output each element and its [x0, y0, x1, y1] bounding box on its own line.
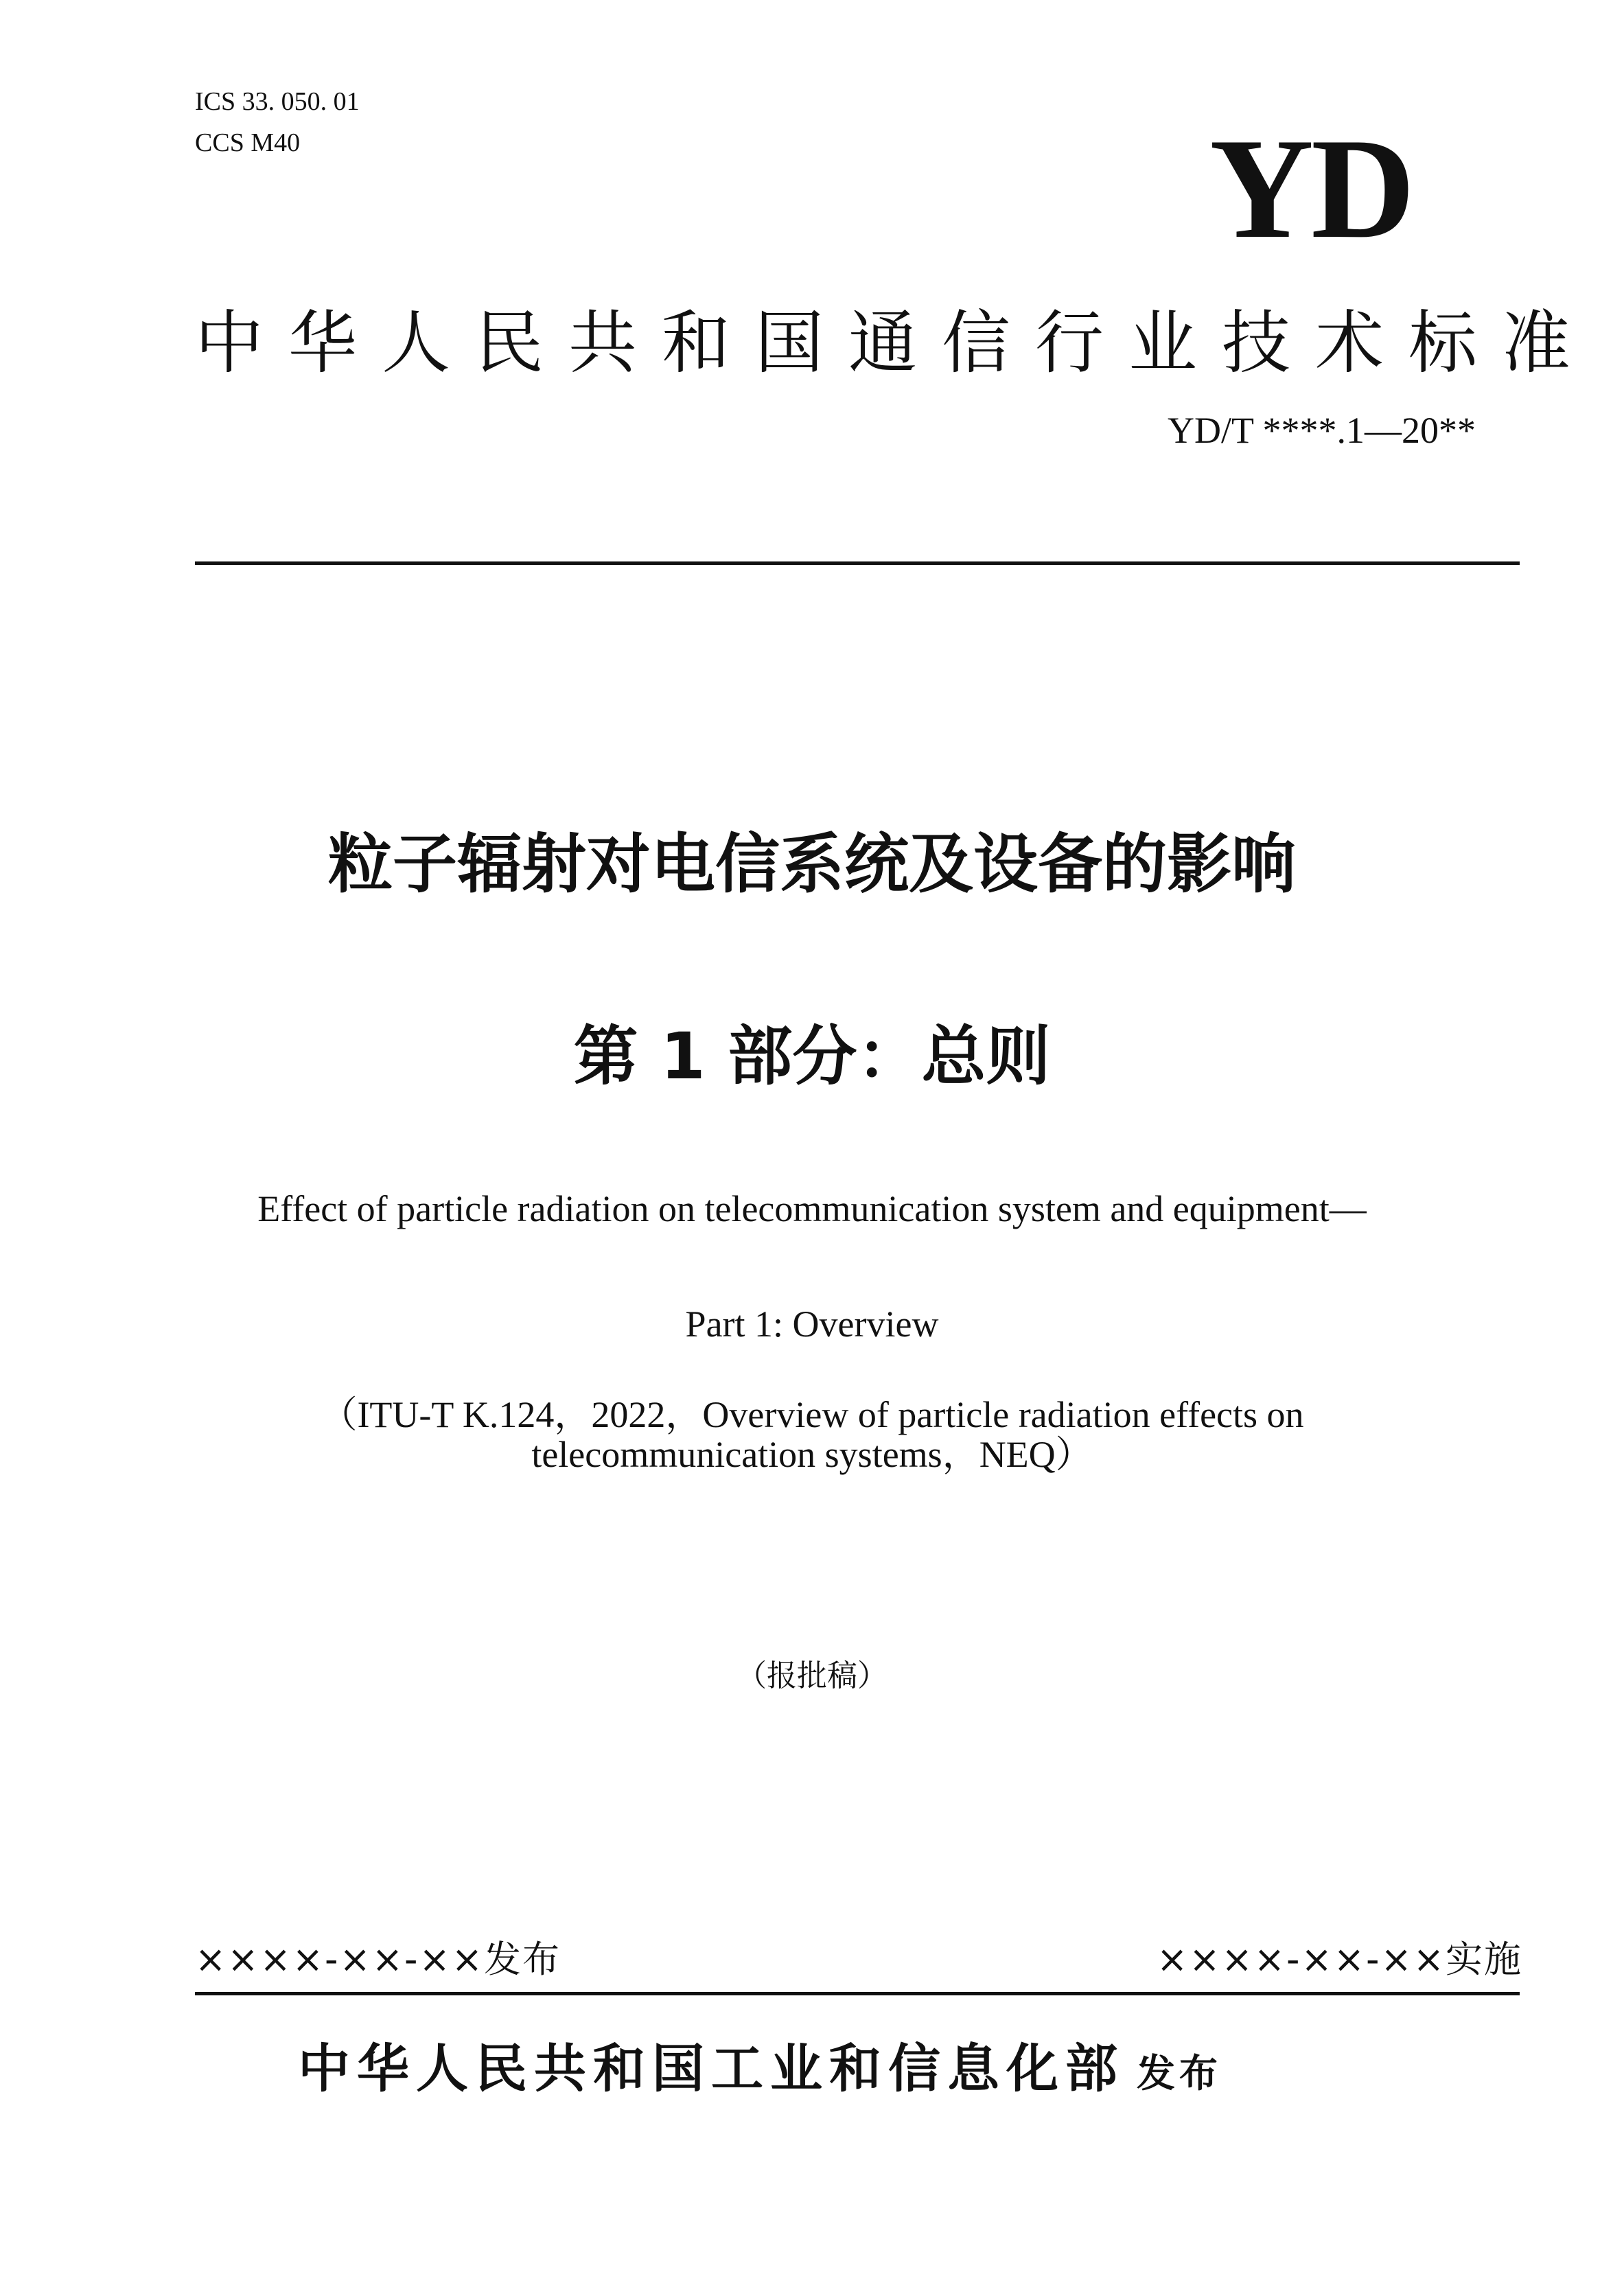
- reference-line-2: telecommunication systems，NEQ）: [531, 1434, 1093, 1475]
- footer-divider: [195, 1992, 1520, 1995]
- ccs-code: CCS M40: [195, 128, 301, 157]
- yd-logo: YD: [1209, 109, 1413, 268]
- publish-date: ××××-××-××发布: [195, 1938, 561, 1981]
- publisher: [298, 2034, 1222, 2109]
- publisher-name: 中华人民共和国工业和信息化部: [298, 2038, 1124, 2099]
- reference-line-1: （ITU-T K.124，2022，Overview of particle radiation effects on: [320, 1394, 1304, 1435]
- country-standard-title: 中华人民共和国通信行业技术标准: [195, 303, 1595, 383]
- publish-word: 发布: [1137, 2052, 1222, 2096]
- ics-code: ICS 33. 050. 01: [195, 87, 360, 116]
- header-divider: [195, 561, 1520, 565]
- classification-codes: [195, 81, 360, 163]
- english-part-title: Part 1: Overview: [685, 1303, 939, 1345]
- draft-status: （报批稿）: [736, 1658, 888, 1693]
- standard-number: YD/T ****.1—20**: [1167, 410, 1476, 451]
- english-main-title: Effect of particle radiation on telecommunication system and equipment—: [257, 1188, 1367, 1229]
- implement-date: ××××-××-××实施: [1157, 1938, 1522, 1981]
- chinese-part-title: 第 1 部分：总则: [573, 1019, 1051, 1094]
- chinese-main-title: 粒子辐射对电信系统及设备的影响: [327, 827, 1296, 902]
